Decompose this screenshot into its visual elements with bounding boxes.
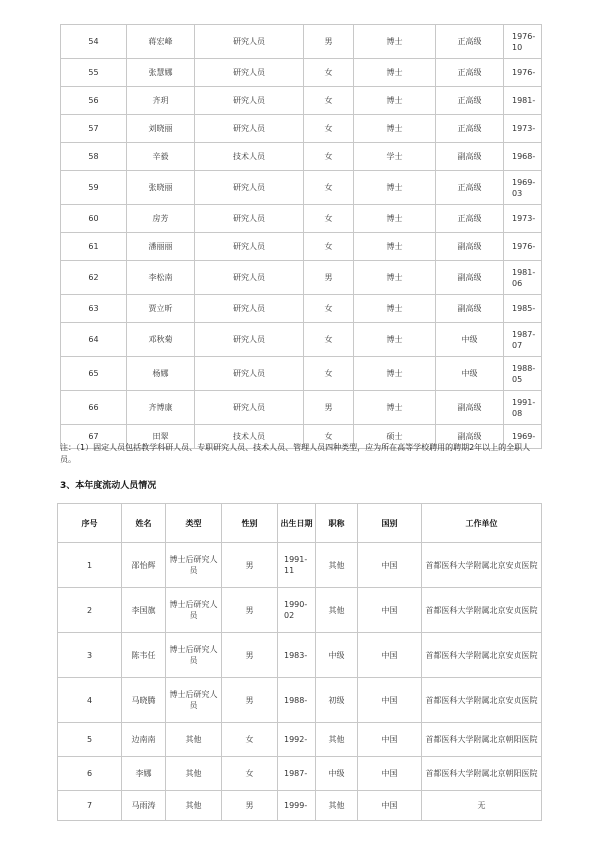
cell-no: 1 (58, 543, 122, 588)
cell-gender: 女 (304, 171, 354, 205)
cell-gender: 女 (304, 87, 354, 115)
cell-no: 57 (61, 115, 127, 143)
table-row (61, 295, 542, 323)
header-country: 国别 (358, 504, 422, 543)
cell-title: 其他 (316, 543, 358, 588)
cell-gender: 男 (304, 261, 354, 295)
header-workplace: 工作单位 (422, 504, 542, 543)
cell-degree: 博士 (354, 323, 436, 357)
fixed-staff-table (60, 24, 542, 449)
cell-birth: 1976-10 (504, 25, 542, 59)
cell-name: 李松南 (127, 261, 195, 295)
cell-no: 65 (61, 357, 127, 391)
cell-gender: 女 (222, 757, 278, 791)
cell-name: 张晓丽 (127, 171, 195, 205)
section-title: 3、本年度流动人员情况 (60, 481, 157, 491)
cell-degree: 博士 (354, 391, 436, 425)
cell-name: 潘丽丽 (127, 233, 195, 261)
cell-birth: 1990-02 (278, 588, 316, 633)
cell-type: 研究人员 (195, 295, 304, 323)
cell-name: 马晓腾 (122, 678, 166, 723)
table-row (58, 723, 542, 757)
cell-birth: 1969-03 (504, 171, 542, 205)
cell-country: 中国 (358, 678, 422, 723)
header-type: 类型 (166, 504, 222, 543)
cell-name: 边南南 (122, 723, 166, 757)
cell-no: 54 (61, 25, 127, 59)
cell-no: 58 (61, 143, 127, 171)
cell-birth: 1987-07 (504, 323, 542, 357)
cell-name: 贾立昕 (127, 295, 195, 323)
cell-type: 博士后研究人员 (166, 543, 222, 588)
cell-gender: 女 (304, 143, 354, 171)
cell-gender: 女 (304, 425, 354, 449)
table-row (58, 791, 542, 821)
cell-gender: 女 (222, 723, 278, 757)
cell-workplace: 首都医科大学附属北京朝阳医院 (422, 757, 542, 791)
cell-name: 蒋宏峰 (127, 25, 195, 59)
cell-no: 62 (61, 261, 127, 295)
cell-birth: 1968- (504, 143, 542, 171)
table-row (58, 543, 542, 588)
cell-degree: 博士 (354, 59, 436, 87)
cell-title: 中级 (316, 633, 358, 678)
cell-type: 技术人员 (195, 143, 304, 171)
cell-name: 李娜 (122, 757, 166, 791)
cell-degree: 博士 (354, 205, 436, 233)
cell-degree: 学士 (354, 143, 436, 171)
table-row (58, 588, 542, 633)
cell-name: 房芳 (127, 205, 195, 233)
cell-title: 其他 (316, 723, 358, 757)
cell-country: 中国 (358, 543, 422, 588)
cell-gender: 男 (222, 543, 278, 588)
cell-degree: 博士 (354, 171, 436, 205)
table-row (58, 757, 542, 791)
cell-gender: 女 (304, 59, 354, 87)
cell-type: 研究人员 (195, 25, 304, 59)
cell-title: 中级 (316, 757, 358, 791)
cell-birth: 1987- (278, 757, 316, 791)
cell-name: 马雨涛 (122, 791, 166, 821)
header-no: 序号 (58, 504, 122, 543)
cell-title: 副高级 (436, 233, 504, 261)
cell-birth: 1976- (504, 233, 542, 261)
cell-title: 中级 (436, 357, 504, 391)
header-title: 职称 (316, 504, 358, 543)
cell-no: 55 (61, 59, 127, 87)
cell-degree: 博士 (354, 357, 436, 391)
cell-gender: 女 (304, 115, 354, 143)
cell-no: 60 (61, 205, 127, 233)
table-row (61, 357, 542, 391)
cell-title: 副高级 (436, 295, 504, 323)
cell-birth: 1988- (278, 678, 316, 723)
cell-type: 博士后研究人员 (166, 633, 222, 678)
cell-name: 邓秋菊 (127, 323, 195, 357)
cell-name: 张慧娜 (127, 59, 195, 87)
cell-name: 齐玥 (127, 87, 195, 115)
table-row (61, 143, 542, 171)
cell-title: 正高级 (436, 171, 504, 205)
cell-title: 其他 (316, 791, 358, 821)
cell-birth: 1999- (278, 791, 316, 821)
cell-gender: 男 (222, 678, 278, 723)
cell-no: 61 (61, 233, 127, 261)
table-row (61, 233, 542, 261)
cell-title: 正高级 (436, 205, 504, 233)
cell-workplace: 首都医科大学附属北京安贞医院 (422, 543, 542, 588)
cell-title: 正高级 (436, 87, 504, 115)
cell-title: 副高级 (436, 261, 504, 295)
cell-title: 正高级 (436, 59, 504, 87)
cell-country: 中国 (358, 633, 422, 678)
cell-no: 66 (61, 391, 127, 425)
table-row (61, 115, 542, 143)
cell-type: 研究人员 (195, 261, 304, 295)
cell-degree: 博士 (354, 25, 436, 59)
cell-workplace: 首都医科大学附属北京安贞医院 (422, 588, 542, 633)
cell-workplace: 无 (422, 791, 542, 821)
cell-name: 田翠 (127, 425, 195, 449)
cell-name: 李国旗 (122, 588, 166, 633)
cell-birth: 1985- (504, 295, 542, 323)
cell-no: 2 (58, 588, 122, 633)
cell-workplace: 首都医科大学附属北京安贞医院 (422, 678, 542, 723)
cell-title: 副高级 (436, 425, 504, 449)
cell-type: 研究人员 (195, 323, 304, 357)
table-row (61, 391, 542, 425)
cell-name: 刘晓丽 (127, 115, 195, 143)
cell-name: 辛毅 (127, 143, 195, 171)
cell-name: 齐博康 (127, 391, 195, 425)
cell-birth: 1992- (278, 723, 316, 757)
cell-title: 其他 (316, 588, 358, 633)
cell-no: 6 (58, 757, 122, 791)
cell-birth: 1991-11 (278, 543, 316, 588)
cell-type: 研究人员 (195, 391, 304, 425)
cell-type: 研究人员 (195, 87, 304, 115)
cell-gender: 女 (304, 295, 354, 323)
cell-birth: 1988-05 (504, 357, 542, 391)
cell-type: 研究人员 (195, 233, 304, 261)
cell-no: 3 (58, 633, 122, 678)
cell-no: 63 (61, 295, 127, 323)
cell-type: 研究人员 (195, 171, 304, 205)
cell-gender: 男 (222, 791, 278, 821)
cell-birth: 1991-08 (504, 391, 542, 425)
cell-workplace: 首都医科大学附属北京朝阳医院 (422, 723, 542, 757)
cell-country: 中国 (358, 757, 422, 791)
table-row (61, 25, 542, 59)
mobile-staff-table (57, 503, 542, 821)
cell-birth: 1973- (504, 115, 542, 143)
cell-gender: 男 (304, 25, 354, 59)
cell-country: 中国 (358, 588, 422, 633)
table-row (58, 633, 542, 678)
cell-degree: 博士 (354, 87, 436, 115)
cell-title: 副高级 (436, 391, 504, 425)
cell-gender: 男 (304, 391, 354, 425)
cell-type: 其他 (166, 723, 222, 757)
cell-no: 7 (58, 791, 122, 821)
cell-birth: 1983- (278, 633, 316, 678)
cell-workplace: 首都医科大学附属北京安贞医院 (422, 633, 542, 678)
cell-type: 博士后研究人员 (166, 678, 222, 723)
cell-gender: 女 (304, 357, 354, 391)
cell-title: 中级 (436, 323, 504, 357)
cell-title: 正高级 (436, 25, 504, 59)
cell-degree: 博士 (354, 115, 436, 143)
header-name: 姓名 (122, 504, 166, 543)
cell-type: 其他 (166, 757, 222, 791)
cell-no: 64 (61, 323, 127, 357)
cell-degree: 硕士 (354, 425, 436, 449)
table-row (58, 678, 542, 723)
cell-degree: 博士 (354, 261, 436, 295)
table-row (61, 323, 542, 357)
cell-no: 56 (61, 87, 127, 115)
cell-name: 陈韦任 (122, 633, 166, 678)
header-gender: 性别 (222, 504, 278, 543)
cell-name: 邵怡辉 (122, 543, 166, 588)
cell-country: 中国 (358, 723, 422, 757)
cell-type: 研究人员 (195, 205, 304, 233)
table-row (61, 59, 542, 87)
cell-title: 副高级 (436, 143, 504, 171)
cell-birth: 1969- (504, 425, 542, 449)
cell-birth: 1973- (504, 205, 542, 233)
cell-degree: 博士 (354, 233, 436, 261)
cell-no: 67 (61, 425, 127, 449)
table-header-row (58, 504, 542, 543)
cell-name: 杨娜 (127, 357, 195, 391)
table-row (61, 261, 542, 295)
cell-degree: 博士 (354, 295, 436, 323)
cell-gender: 女 (304, 233, 354, 261)
cell-birth: 1976- (504, 59, 542, 87)
cell-type: 其他 (166, 791, 222, 821)
cell-no: 5 (58, 723, 122, 757)
table-note: 注：（1）固定人员包括教学科研人员、专职研究人员、技术人员、管理人员四种类型，应为所在高等学校聘用的聘期2年以上的全职人员。 (60, 443, 531, 464)
cell-gender: 男 (222, 588, 278, 633)
cell-no: 59 (61, 171, 127, 205)
header-birth: 出生日期 (278, 504, 316, 543)
cell-birth: 1981- (504, 87, 542, 115)
table-row (61, 87, 542, 115)
cell-no: 4 (58, 678, 122, 723)
cell-gender: 女 (304, 323, 354, 357)
cell-country: 中国 (358, 791, 422, 821)
cell-type: 研究人员 (195, 115, 304, 143)
cell-birth: 1981-06 (504, 261, 542, 295)
cell-type: 博士后研究人员 (166, 588, 222, 633)
cell-type: 技术人员 (195, 425, 304, 449)
cell-gender: 女 (304, 205, 354, 233)
cell-type: 研究人员 (195, 357, 304, 391)
table-row (61, 205, 542, 233)
cell-gender: 男 (222, 633, 278, 678)
cell-type: 研究人员 (195, 59, 304, 87)
table-row (61, 171, 542, 205)
cell-title: 正高级 (436, 115, 504, 143)
cell-title: 初级 (316, 678, 358, 723)
